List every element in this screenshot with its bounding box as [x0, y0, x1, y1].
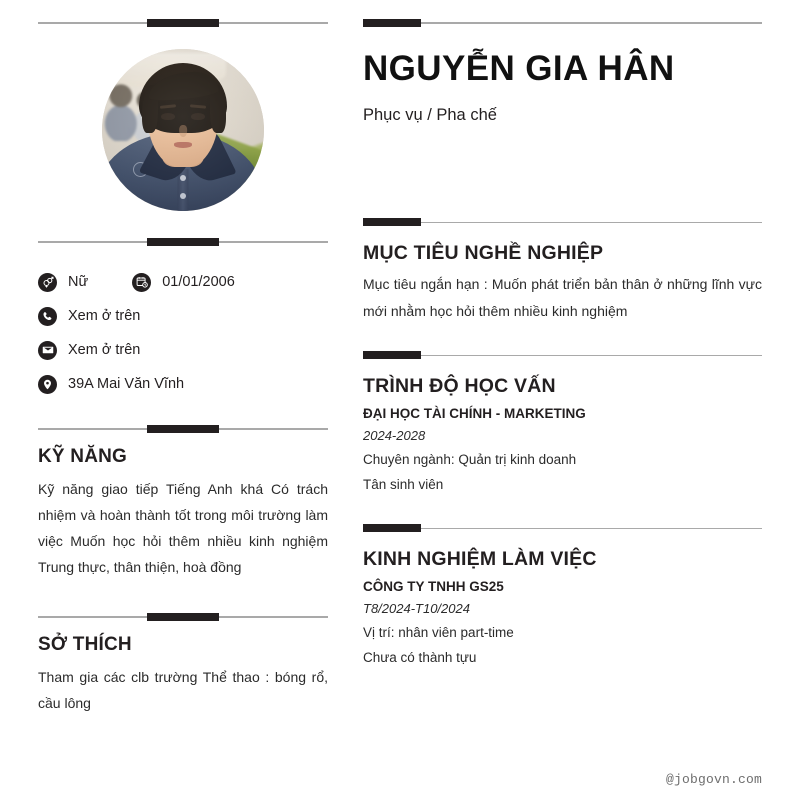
contact-dob — [132, 273, 235, 292]
experience-company: CÔNG TY TNHH GS25 — [363, 579, 504, 595]
spacer — [363, 126, 762, 218]
education-note: Tân sinh viên — [363, 476, 444, 492]
contact-row-gender-dob — [38, 272, 328, 292]
contact-gender — [38, 273, 88, 292]
divider-rule — [363, 22, 762, 24]
experience-position: Vị trí: nhân viên part-time — [363, 624, 514, 640]
divider-top-left — [38, 18, 328, 27]
divider-block — [363, 351, 421, 359]
divider-block — [147, 19, 219, 27]
dob-value: 01/01/2006 — [162, 273, 235, 290]
phone-value: Xem ở trên — [68, 307, 141, 324]
left-column — [0, 0, 358, 717]
spacer — [363, 325, 762, 351]
section-heading-objective: MỤC TIÊU NGHỀ NGHIỆP — [363, 241, 604, 264]
gender-value: Nữ — [68, 273, 89, 290]
contact-list — [38, 246, 328, 394]
divider-above-education — [363, 351, 762, 360]
avatar — [102, 49, 264, 211]
section-objective — [363, 243, 762, 325]
section-heading-hobbies: SỞ THÍCH — [38, 634, 132, 656]
divider-block — [363, 19, 421, 27]
section-experience — [363, 549, 762, 671]
section-heading-skills: KỸ NĂNG — [38, 446, 128, 467]
page-title: NGUYỄN GIA HÂN — [363, 49, 675, 88]
spacer — [363, 498, 762, 524]
email-value: Xem ở trên — [68, 341, 141, 358]
education-major: Chuyên ngành: Quản trị kinh doanh — [363, 451, 577, 467]
contact-row-address — [38, 374, 328, 394]
divider-above-experience — [363, 524, 762, 533]
divider-block — [147, 238, 219, 246]
divider-rule — [363, 355, 762, 357]
right-column — [358, 0, 790, 671]
spacer — [38, 394, 328, 424]
section-education — [363, 376, 762, 498]
section-heading-experience: KINH NGHIỆM LÀM VIỆC — [363, 547, 597, 570]
section-skills — [38, 447, 328, 580]
divider-top-right — [363, 18, 762, 27]
divider-above-objective — [363, 218, 762, 227]
avatar-wrapper — [38, 27, 328, 237]
divider-above-hobbies — [38, 612, 328, 621]
address-value: 39A Mai Văn Vĩnh — [68, 375, 185, 392]
divider-rule — [363, 528, 762, 530]
spacer — [38, 580, 328, 612]
experience-period: T8/2024-T10/2024 — [363, 601, 470, 617]
gender-icon — [38, 273, 57, 292]
divider-rule — [363, 222, 762, 224]
avatar-shading — [102, 49, 264, 211]
experience-achievement: Chưa có thành tựu — [363, 649, 477, 665]
divider-block — [363, 218, 421, 226]
education-years: 2024-2028 — [363, 427, 426, 443]
phone-icon — [38, 307, 57, 326]
hobbies-text: Tham gia các clb trường Thể thao : bóng rổ, cầu lông — [38, 669, 328, 712]
envelope-icon — [38, 341, 57, 360]
job-role: Phục vụ / Pha chế — [363, 106, 497, 125]
divider-above-skills — [38, 424, 328, 433]
divider-below-avatar — [38, 237, 328, 246]
location-pin-icon — [38, 375, 57, 394]
contact-row-email — [38, 340, 328, 360]
watermark: @jobgovn.com — [665, 772, 762, 787]
section-hobbies — [38, 635, 328, 717]
calendar-clock-icon — [132, 273, 151, 292]
education-school: ĐẠI HỌC TÀI CHÍNH - MARKETING — [363, 406, 586, 422]
divider-block — [147, 425, 219, 433]
section-heading-education: TRÌNH ĐỘ HỌC VẤN — [363, 374, 556, 397]
divider-block — [147, 613, 219, 621]
skills-text: Kỹ năng giao tiếp Tiếng Anh khá Có trách nhiệm và hoàn thành tốt trong môi trường làm việc Muốn học hỏi thêm nhiều kinh nghiệm Trung thực, thân thiện, hoà đồng — [38, 480, 328, 575]
contact-row-phone — [38, 306, 328, 326]
objective-text: Mục tiêu ngắn hạn : Muốn phát triển bản thân ở những lĩnh vực mới nhằm học hỏi thêm nhiều kinh nghiệm — [363, 276, 762, 320]
divider-block — [363, 524, 421, 532]
